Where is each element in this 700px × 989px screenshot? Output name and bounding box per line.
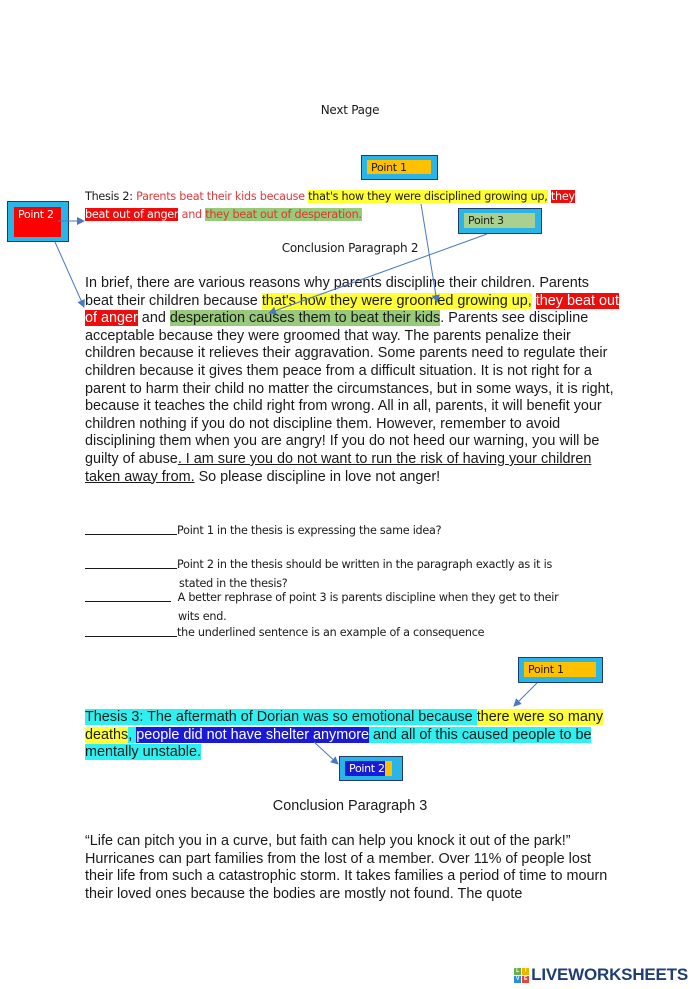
question-4-text: the underlined sentence is an example of a consequence	[177, 626, 485, 639]
answer-blank-2[interactable]	[85, 556, 177, 569]
logo-tile-l: L	[516, 967, 520, 974]
thesis-2-point3: they beat out of desperation.	[205, 207, 362, 221]
thesis-3-label: Thesis 3: The aftermath of Dorian was so emotional because	[85, 709, 477, 725]
thesis-3-point2: people did not have shelter anymore	[136, 726, 370, 743]
callout-point1-s3-label: Point 1	[524, 662, 596, 677]
para2-connector: and	[137, 310, 170, 327]
question-3-text-cont: wits end.	[178, 610, 227, 623]
callout-point1-label: Point 1	[367, 160, 431, 174]
logo-text: LIVEWORKSHEETS	[531, 965, 688, 984]
para2-point3: desperation causes them to beat their kids	[169, 310, 441, 327]
question-1	[85, 522, 625, 541]
thesis-2-intro: Parents beat their kids because	[136, 190, 309, 203]
thesis-2	[85, 188, 625, 223]
conclusion-3-paragraph: “Life can pitch you in a curve, but faith can help you knock it out of the park!” Hurricanes can part families from the lost of a member. Over 11% of people lost their life from such a catastrophic storm. It takes families a period of time to mourn their loved ones because the bodies are mostly not found. The quote	[85, 833, 608, 902]
answer-blank-4[interactable]	[85, 624, 177, 637]
callout-point1	[361, 155, 438, 180]
liveworksheets-logo[interactable]	[514, 965, 688, 985]
conclusion-2-paragraph	[85, 275, 620, 486]
question-2-text-cont: stated in the thesis?	[179, 577, 288, 590]
logo-tile-i: I	[522, 968, 529, 975]
question-3	[85, 589, 625, 626]
logo-tile-v: V	[516, 975, 520, 982]
thesis-2-point2b: beat out of anger	[85, 207, 179, 221]
answer-blank-1[interactable]	[85, 522, 177, 535]
callout-point2	[7, 201, 69, 242]
callout-point2-s3-label: Point 2	[345, 761, 385, 776]
para2-text-2: . Parents see discipline acceptable because they were groomed that way. The parents penalize their children because it relieves their aggravation. Some parents need to regulate their children because it gives them peace from a difficult situation. It is not right for a parent to harm their child no matter the circumstances, but in some ways, it is right, because it teaches the child right from wrong. All in all, parents, it will benefit your children nothing if you do not discipline them. However, remember to avoid disciplining them when you are angry! If you do not heed our warning, you will be guilty of abuse	[85, 310, 614, 467]
question-2	[85, 556, 625, 593]
thesis-2-point2a: they	[550, 190, 575, 203]
para2-underlined-sentence: . I am sure you do not want to run the risk of having your children taken away from.	[85, 450, 592, 485]
callout-point2-s3	[339, 756, 403, 781]
para2-text-1: In brief, there are various reasons why parents discipline their children. Parents beat their children because	[85, 275, 589, 309]
logo-tile-e: E	[524, 975, 528, 982]
thesis-3-rest: and all of this caused people to be mentally unstable.	[85, 726, 592, 761]
thesis-2-point1: that's how they were disciplined growing up,	[308, 190, 548, 203]
para2-point2: they beat out of anger	[85, 292, 619, 327]
callout-point3-label: Point 3	[464, 213, 535, 228]
question-4	[85, 624, 625, 643]
conclusion-2-title: Conclusion Paragraph 2	[281, 241, 419, 255]
question-2-text: Point 2 in the thesis should be written in the paragraph exactly as it is	[177, 558, 553, 571]
thesis-3-comma: ,	[128, 726, 137, 743]
para2-point1: that's how they were groomed growing up,	[261, 292, 532, 309]
callout-point2-label: Point 2	[14, 207, 61, 237]
callout-point1-s3	[518, 657, 603, 683]
callout-point2-s3-accent	[385, 761, 392, 776]
answer-blank-3[interactable]	[85, 589, 171, 602]
thesis-2-label: Thesis 2:	[85, 190, 137, 203]
logo-tiles-icon	[514, 968, 529, 983]
page-title: Next Page	[320, 103, 380, 117]
arrow-s3-point1-to-thesis	[514, 683, 537, 706]
thesis-3-point1: there were so many deaths	[85, 709, 604, 743]
thesis-3	[85, 709, 625, 762]
question-1-text: Point 1 in the thesis is expressing the same idea?	[177, 524, 442, 537]
thesis-2-connector: and	[178, 207, 206, 221]
question-3-text: A better rephrase of point 3 is parents discipline when they get to their	[177, 591, 559, 604]
conclusion-3-title: Conclusion Paragraph 3	[272, 798, 428, 814]
para2-text-3: So please discipline in love not anger!	[194, 468, 441, 485]
